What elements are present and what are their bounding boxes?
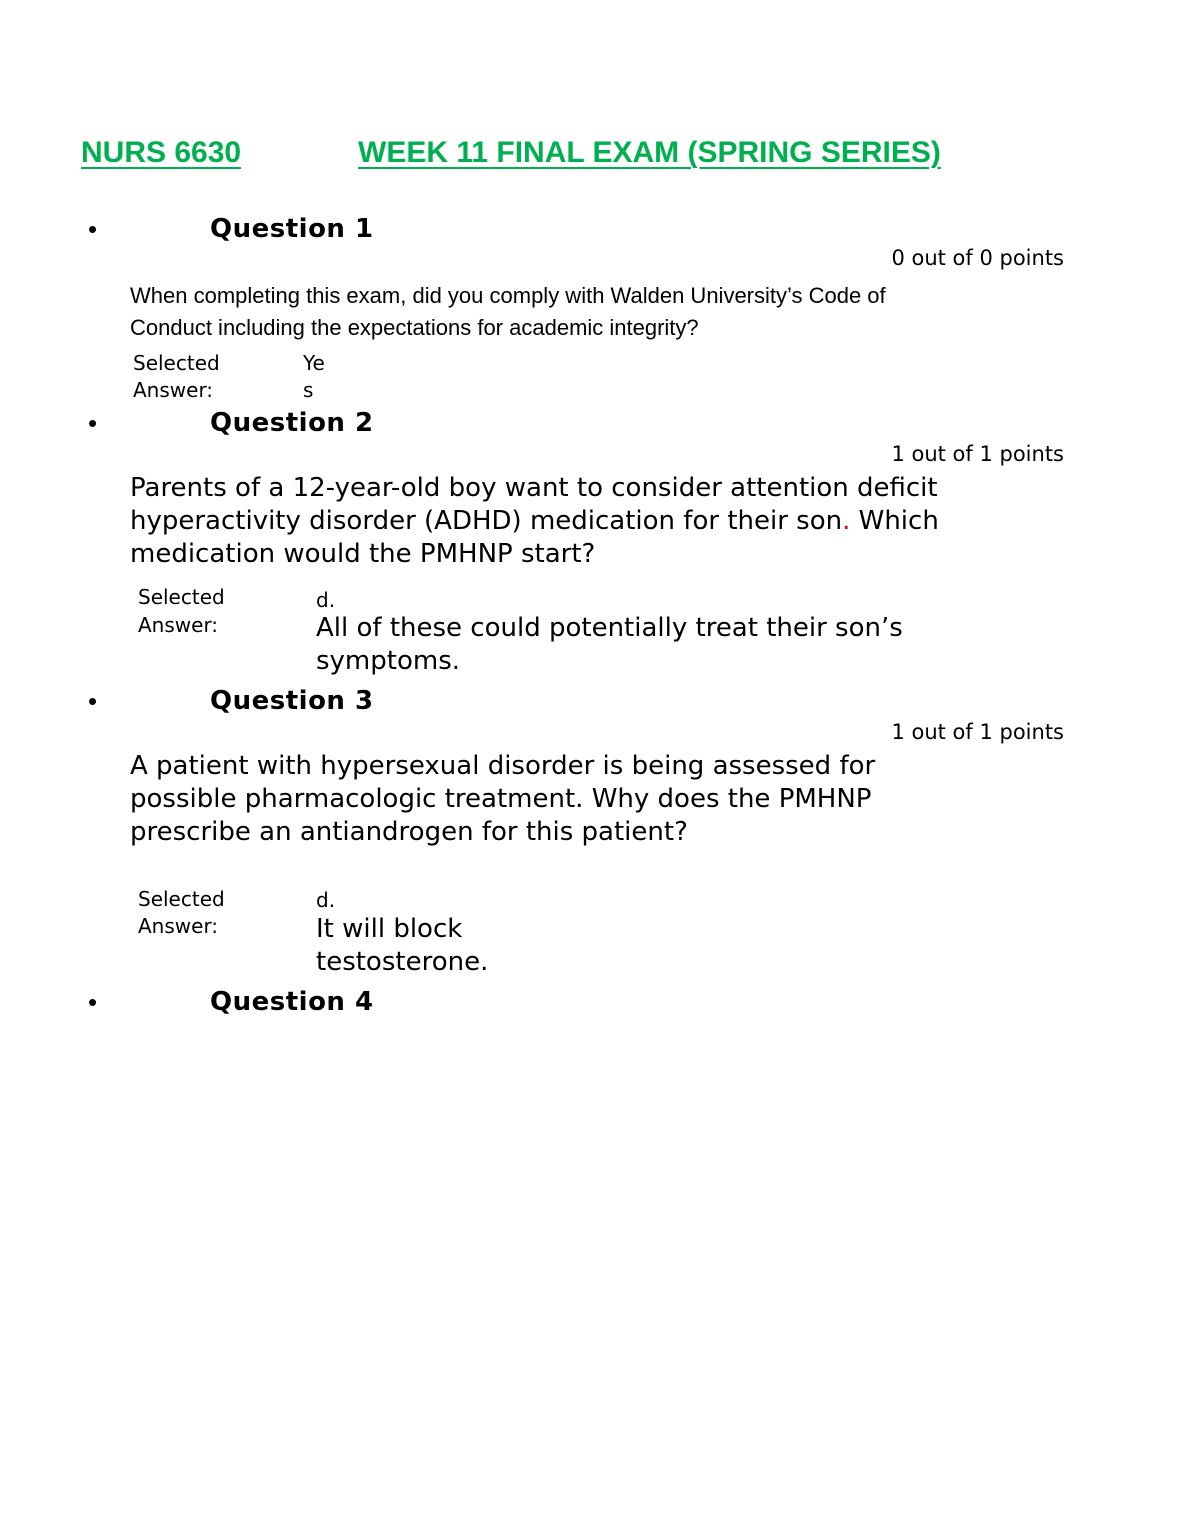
question-2-answer-line-2: symptoms. <box>316 646 461 676</box>
bullet-icon: • <box>88 214 98 244</box>
question-2-text-line-2-tail: Which <box>858 506 939 536</box>
question-3-text-line-2: possible pharmacologic treatment. Why does the PMHNP <box>130 784 872 814</box>
question-1-text-line-1: When completing this exam, did you comply with Walden University’s Code of <box>130 283 886 308</box>
question-1-text-line-2: Conduct including the expectations for academic integrity? <box>130 315 699 340</box>
question-3-selected-label: Selected <box>138 887 225 911</box>
bullet-icon: • <box>88 408 98 438</box>
question-1-heading: Question 1 <box>210 214 374 244</box>
question-2-answer-label: Answer: <box>138 613 219 637</box>
question-3-heading: Question 3 <box>210 686 374 716</box>
question-2-text-line-2 <box>130 505 939 538</box>
question-2-heading: Question 2 <box>210 408 374 438</box>
question-1-answer-label: Answer: <box>133 378 214 402</box>
question-2-answer-letter: d. <box>316 588 336 612</box>
exam-title: WEEK 11 FINAL EXAM (SPRING SERIES) <box>358 136 941 169</box>
question-3-answer-letter: d. <box>316 888 336 912</box>
question-1-points: 0 out of 0 points <box>891 246 1064 270</box>
bullet-icon: • <box>88 686 98 716</box>
question-3-points: 1 out of 1 points <box>891 720 1064 744</box>
question-2-points: 1 out of 1 points <box>891 442 1064 466</box>
question-3-answer-line-1: It will block <box>316 914 463 944</box>
question-1-selected-label: Selected <box>133 351 220 375</box>
question-2-text-line-3: medication would the PMHNP start? <box>130 539 596 569</box>
question-3-answer-label: Answer: <box>138 914 219 938</box>
question-2-text-line-2-main: hyperactivity disorder (ADHD) medication for their son <box>130 506 843 536</box>
question-2-selected-label: Selected <box>138 585 225 609</box>
question-3-text-line-1: A patient with hypersexual disorder is being assessed for <box>130 751 876 781</box>
question-2-text-line-1: Parents of a 12-year-old boy want to consider attention deficit <box>130 473 938 503</box>
bullet-icon: • <box>88 987 98 1017</box>
question-1-answer-line-1: Ye <box>303 351 325 375</box>
question-4-heading: Question 4 <box>210 987 374 1017</box>
course-code: NURS 6630 <box>81 136 242 169</box>
question-3-text-line-3: prescribe an antiandrogen for this patient? <box>130 817 688 847</box>
red-period: . <box>842 506 859 536</box>
question-3-answer-line-2: testosterone. <box>316 947 489 977</box>
question-2-answer-line-1: All of these could potentially treat their son’s <box>316 613 903 643</box>
question-1-answer-line-2: s <box>303 378 314 402</box>
